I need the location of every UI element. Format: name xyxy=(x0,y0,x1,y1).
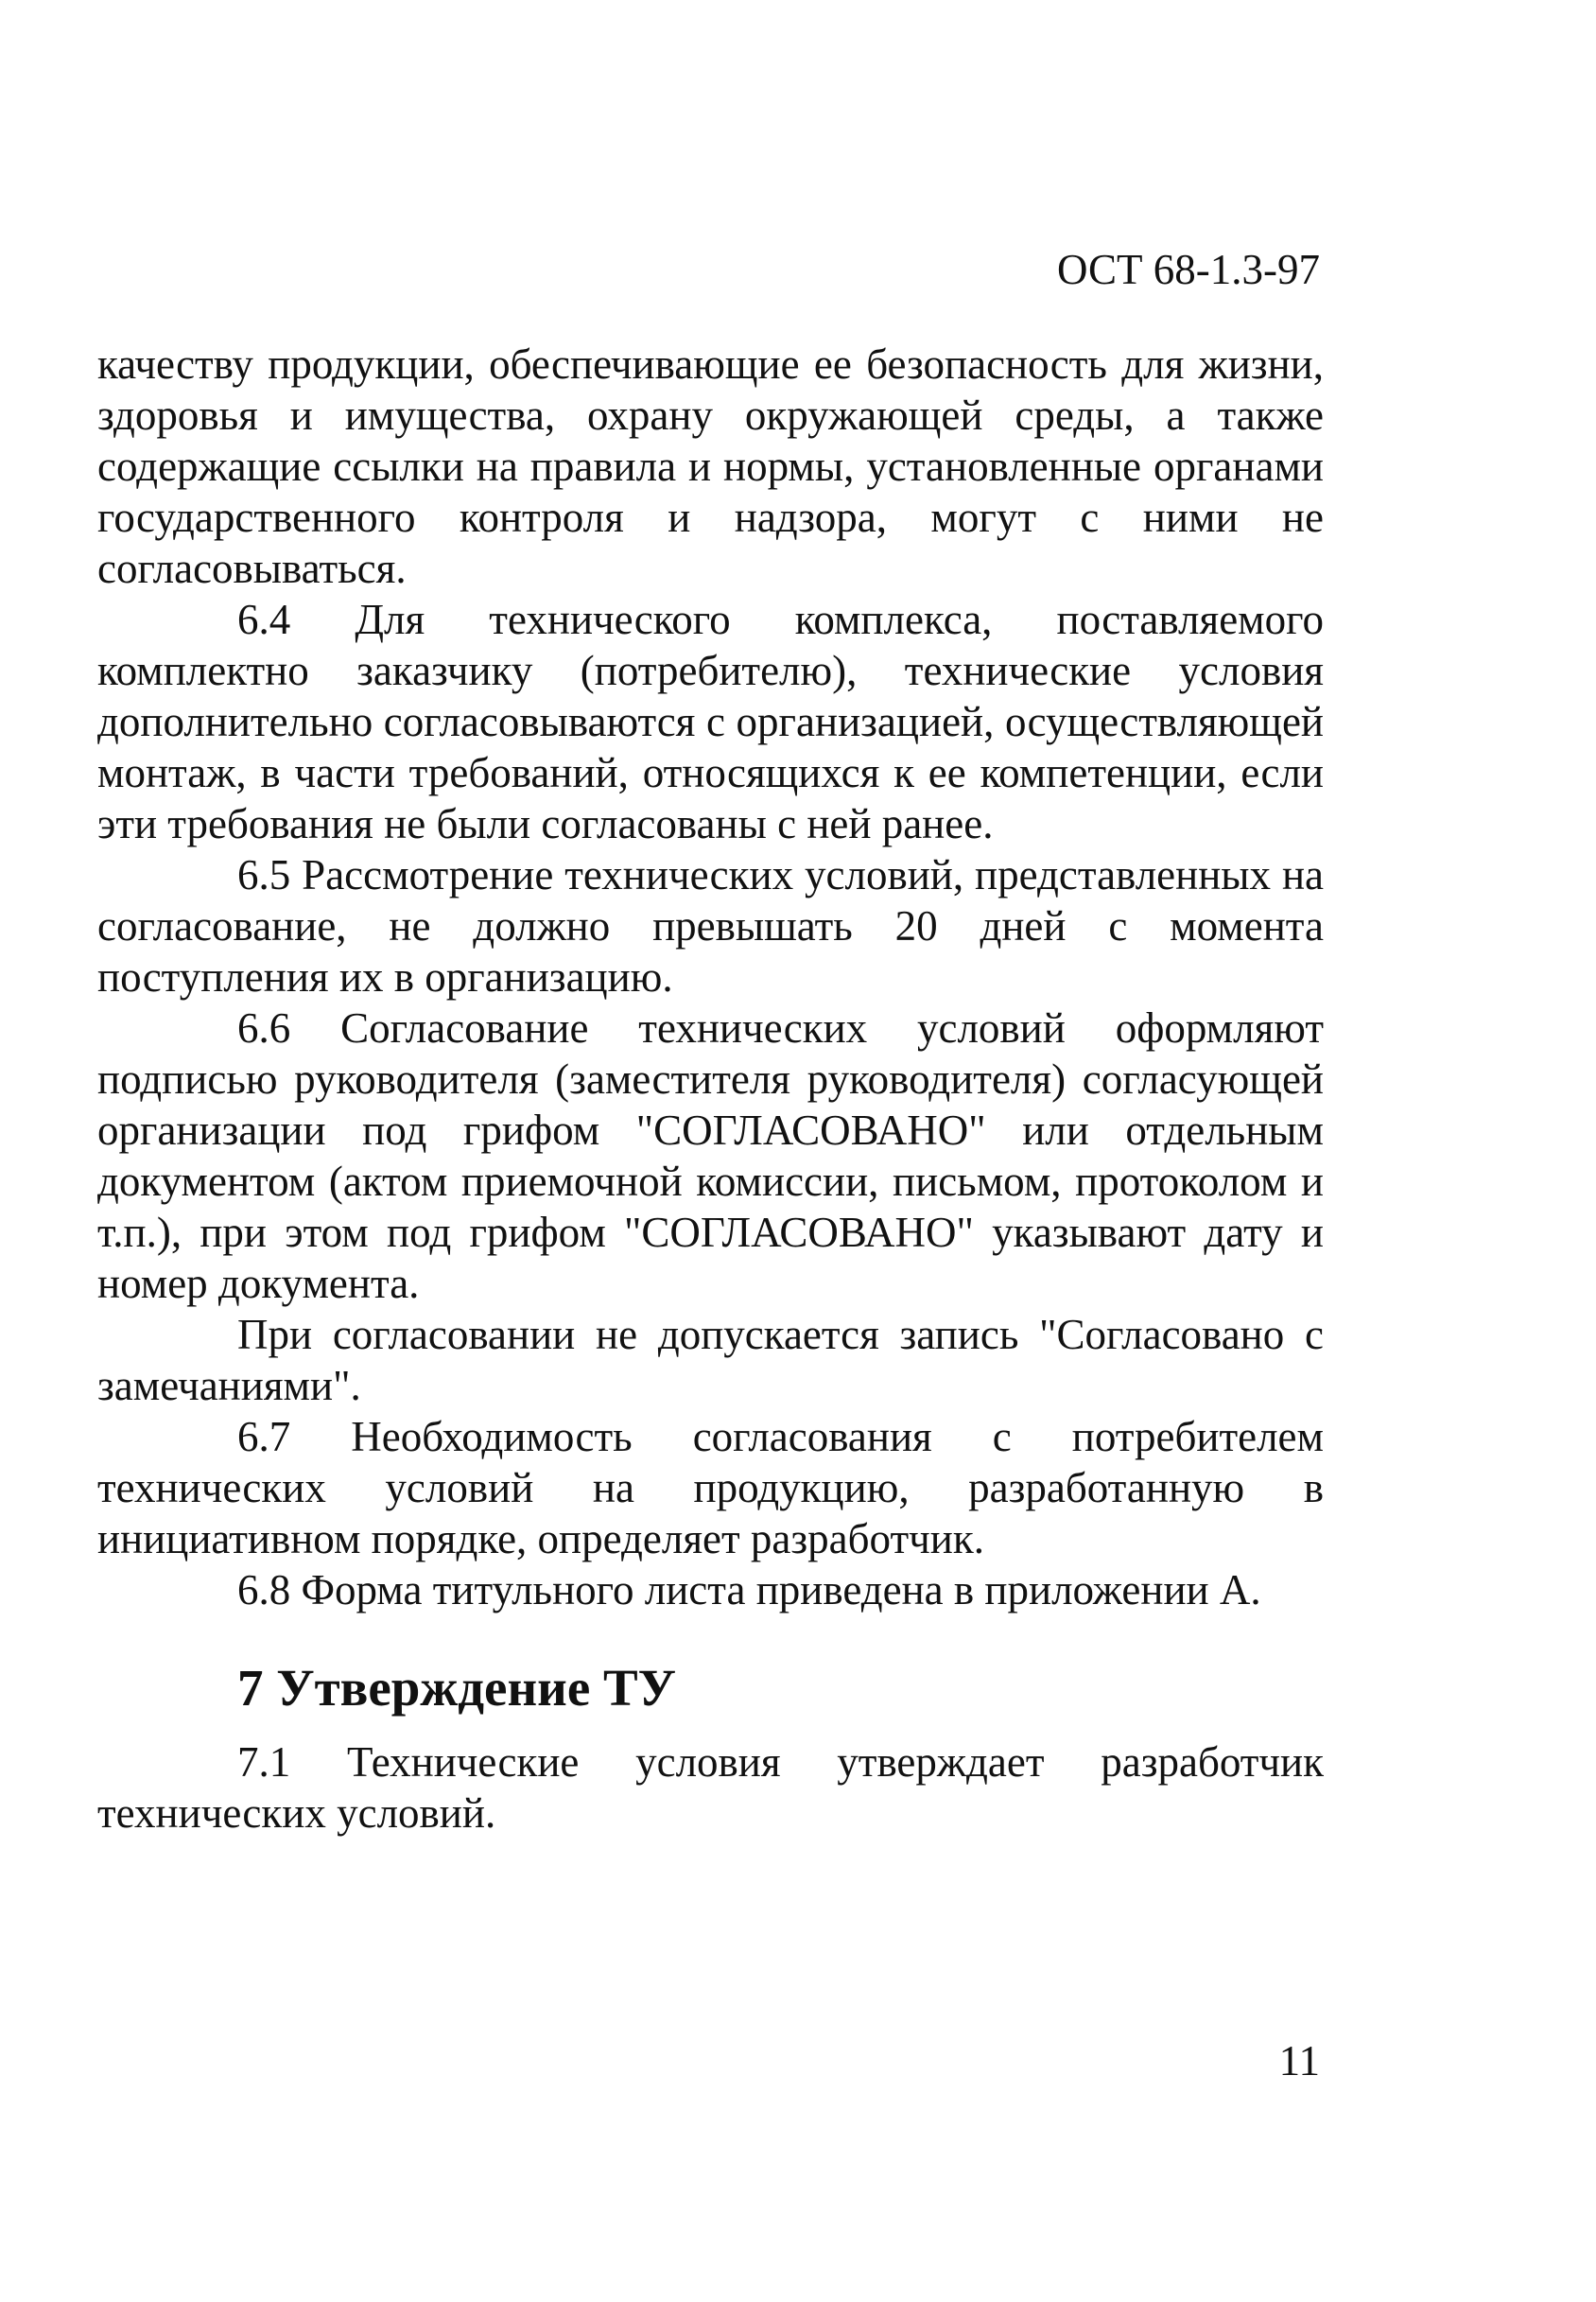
paragraph-6-8: 6.8 Форма титульного листа приведена в приложении А. xyxy=(237,1566,1261,1613)
document-code: ОСТ 68-1.3-97 xyxy=(1056,246,1320,293)
page-content xyxy=(97,339,1324,1839)
section-7-heading: 7 Утверждение ТУ xyxy=(237,1659,677,1717)
paragraph-6-6-note: При согласовании не допускается запись "Согласовано с замечаниями". xyxy=(97,1311,1324,1409)
paragraph-continuation: качеству продукции, обеспечивающие ее безопасность для жизни, здоровья и имущества, охрану окружающей среды, а также содержащие ссылки на правила и нормы, установленные органами государственного контроля и надзора, могут с ними не согласовываться. xyxy=(97,340,1324,592)
paragraph-6-4: 6.4 Для технического комплекса, поставляемого комплектно заказчику (потребителю), технические условия дополнительно согласовываются с организацией, осуществляющей монтаж, в части требований, относящихся к ее компетенции, если эти требования не были согласованы с ней ранее. xyxy=(97,596,1324,847)
paragraph-6-5: 6.5 Рассмотрение технических условий, представленных на согласование, не должно превышать 20 дней с момента поступления их в организацию. xyxy=(97,851,1324,1001)
page-number: 11 xyxy=(1278,2037,1320,2084)
paragraph-6-6: 6.6 Согласование технических условий оформляют подписью руководителя (заместителя руководителя) согласующей организации под грифом "СОГЛАСОВАНО" или отдельным документом (актом приемочной комиссии, письмом, протоколом и т.п.), при этом под грифом "СОГЛАСОВАНО" указывают дату и номер документа. xyxy=(97,1004,1324,1307)
paragraph-6-7: 6.7 Необходимость согласования с потребителем технических условий на продукцию, разработанную в инициативном порядке, определяет разработчик. xyxy=(97,1413,1324,1562)
paragraph-7-1: 7.1 Технические условия утверждает разработчик технических условий. xyxy=(97,1738,1324,1837)
